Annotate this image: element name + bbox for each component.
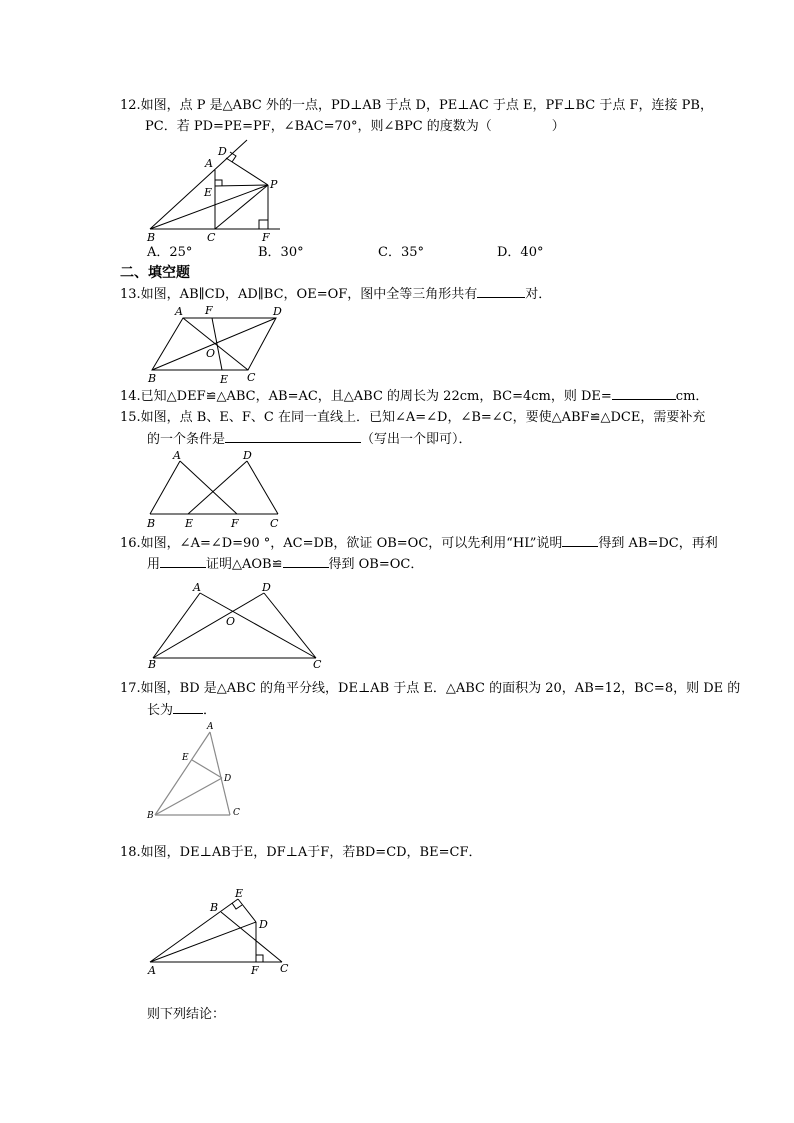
q12-line2-text: PC．若 PD=PE=PF，∠BAC=70°，则∠BPC 的度数为（ (145, 119, 492, 134)
q12-label-F: F (262, 231, 270, 244)
q17-text-post: ． (203, 703, 217, 718)
q12-option-b: B．30° (258, 245, 304, 260)
q15-text-post: （写出一个即可）． (361, 432, 472, 447)
q13-label-F: F (205, 304, 213, 317)
q13-label-A: A (175, 305, 183, 318)
q15-label-E: E (185, 517, 194, 530)
q18-label-F: F (251, 964, 259, 977)
q18-footer: 则下列结论： (147, 1007, 226, 1022)
q13-label-B: B (148, 372, 157, 385)
q15-label-C: C (270, 517, 279, 530)
q18-label-C: C (280, 962, 289, 975)
q15-text-pre: 的一个条件是 (147, 432, 226, 447)
q18-label-A: A (148, 964, 156, 977)
q12-label-D: D (218, 145, 227, 158)
q16-label-B: B (148, 658, 157, 671)
q16-line2-mid: 证明△AOB≌ (206, 557, 283, 572)
q16-label-A: A (193, 581, 201, 594)
q18-label-B: B (210, 901, 219, 914)
q13-label-D: D (273, 305, 282, 318)
q16-text-pre: 16.如图，∠A=∠D=90 °，AC=DB，欲证 OB=OC，可以先利用“HL”说明 (120, 536, 563, 551)
q12-option-c: C．35° (378, 245, 424, 260)
q12-label-C: C (207, 231, 216, 244)
q12-line2-end: ） (551, 119, 565, 134)
q12-label-A: A (205, 157, 213, 170)
q15-label-F: F (231, 517, 239, 530)
q12-option-a: A．25° (147, 245, 193, 260)
q18-label-D: D (259, 918, 268, 931)
q14-text-post: cm． (675, 389, 709, 404)
q12-label-B: B (147, 231, 156, 244)
q14-text-pre: 14.已知△DEF≌△ABC，AB=AC，且△ABC 的周长为 22cm，BC=4cm，则 DE= (120, 389, 612, 404)
q17-label-B: B (147, 811, 154, 821)
q16-label-C: C (313, 658, 322, 671)
q17-label-A: A (207, 722, 214, 732)
q15-label-D: D (243, 449, 252, 462)
q16-text-post: 得到 AB=DC，再利 (598, 536, 718, 551)
q12-label-P: P (270, 178, 278, 191)
q12-option-d: D．40° (497, 245, 544, 260)
q13-label-O: O (206, 347, 216, 360)
q17-line1: 17.如图，BD 是△ABC 的角平分线，DE⊥AB 于点 E．△ABC 的面积为 20，AB=12，BC=8，则 DE 的 (120, 681, 741, 696)
q16-line2-pre: 用 (147, 557, 161, 572)
q15-line1: 15.如图，点 B、E、F、C 在同一直线上．已知∠A=∠D，∠B=∠C，要使△ABF≌△DCE，需要补充 (120, 410, 706, 425)
q17-label-D: D (224, 774, 232, 784)
q17-text-pre: 长为 (147, 703, 174, 718)
q17-label-E: E (182, 753, 189, 763)
section-title: 二、填空题 (120, 265, 190, 281)
q18-line1: 18.如图，DE⊥AB于E，DF⊥A于F，若BD=CD，BE=CF． (120, 845, 482, 860)
q16-label-O: O (226, 615, 236, 628)
q15-label-B: B (147, 517, 156, 530)
q13-text-post: 对． (525, 287, 552, 302)
q16-line2-post: 得到 OB=OC． (328, 557, 424, 572)
q18-label-E: E (235, 887, 244, 900)
q17-label-C: C (233, 808, 240, 818)
q16-label-D: D (262, 581, 271, 594)
q13-text-pre: 13.如图，AB∥CD，AD∥BC，OE=OF，图中全等三角形共有 (120, 287, 478, 302)
q15-label-A: A (173, 449, 181, 462)
q13-label-E: E (220, 373, 229, 386)
q12-label-E: E (204, 186, 213, 199)
q13-label-C: C (247, 371, 256, 384)
q12-line1: 12.如图，点 P 是△ABC 外的一点，PD⊥AB 于点 D，PE⊥AC 于点 E，PF⊥BC 于点 F，连接 PB， (120, 98, 713, 113)
